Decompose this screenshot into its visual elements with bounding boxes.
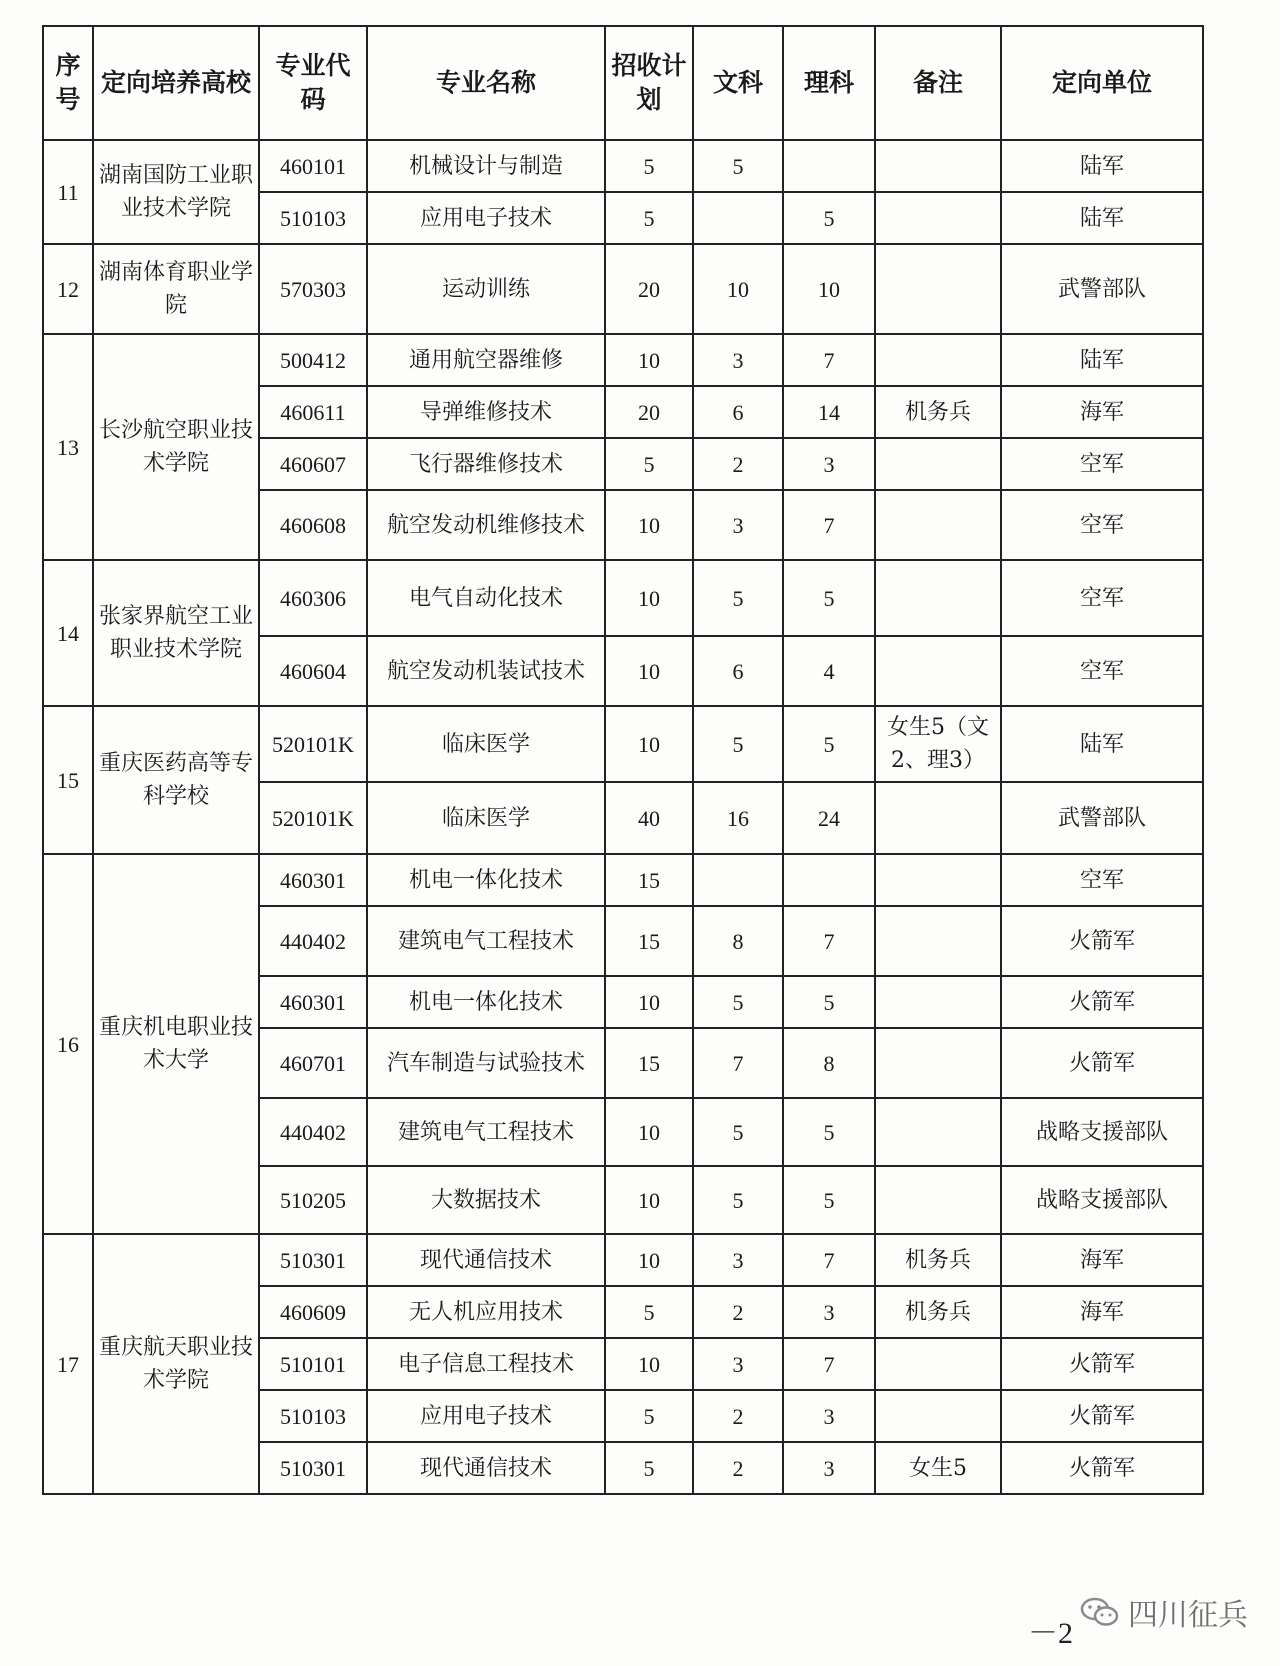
cell-seq: 12 <box>43 244 93 334</box>
cell-wenke: 5 <box>693 1098 783 1166</box>
cell-note <box>875 906 1001 976</box>
cell-wenke: 2 <box>693 1286 783 1338</box>
cell-school: 湖南国防工业职业技术学院 <box>93 140 259 244</box>
watermark-text: 四川征兵 <box>1128 1598 1248 1633</box>
cell-major: 电气自动化技术 <box>367 560 605 636</box>
cell-code: 520101K <box>259 782 367 854</box>
cell-code: 460101 <box>259 140 367 192</box>
cell-code: 510103 <box>259 192 367 244</box>
header-wenke: 文科 <box>693 26 783 140</box>
cell-like: 5 <box>783 192 875 244</box>
cell-like: 7 <box>783 906 875 976</box>
cell-plan: 20 <box>605 244 693 334</box>
cell-school: 湖南体育职业学院 <box>93 244 259 334</box>
cell-note <box>875 782 1001 854</box>
cell-plan: 10 <box>605 490 693 560</box>
cell-unit: 火箭军 <box>1001 1390 1203 1442</box>
cell-seq: 16 <box>43 854 93 1234</box>
cell-note <box>875 1390 1001 1442</box>
table-row <box>43 560 1203 636</box>
cell-like: 5 <box>783 706 875 782</box>
cell-like: 8 <box>783 1028 875 1098</box>
cell-unit: 陆军 <box>1001 140 1203 192</box>
cell-seq: 11 <box>43 140 93 244</box>
cell-unit: 武警部队 <box>1001 782 1203 854</box>
cell-plan: 10 <box>605 1166 693 1234</box>
header-unit: 定向单位 <box>1001 26 1203 140</box>
cell-major: 机械设计与制造 <box>367 140 605 192</box>
cell-major: 运动训练 <box>367 244 605 334</box>
cell-wenke: 5 <box>693 560 783 636</box>
cell-major: 大数据技术 <box>367 1166 605 1234</box>
cell-wenke: 5 <box>693 1166 783 1234</box>
cell-unit: 陆军 <box>1001 334 1203 386</box>
cell-wenke: 2 <box>693 1390 783 1442</box>
cell-note <box>875 140 1001 192</box>
cell-wenke: 6 <box>693 386 783 438</box>
cell-wenke: 8 <box>693 906 783 976</box>
cell-note <box>875 854 1001 906</box>
cell-wenke: 7 <box>693 1028 783 1098</box>
cell-code: 460301 <box>259 976 367 1028</box>
cell-wenke: 5 <box>693 976 783 1028</box>
cell-wenke: 6 <box>693 636 783 706</box>
cell-major: 现代通信技术 <box>367 1234 605 1286</box>
cell-like <box>783 140 875 192</box>
cell-unit: 陆军 <box>1001 192 1203 244</box>
cell-note <box>875 438 1001 490</box>
page-number: －2 <box>1028 1617 1073 1650</box>
cell-plan: 40 <box>605 782 693 854</box>
enrollment-table <box>42 25 1204 1495</box>
cell-note <box>875 334 1001 386</box>
cell-like: 10 <box>783 244 875 334</box>
cell-plan: 10 <box>605 560 693 636</box>
cell-plan: 5 <box>605 192 693 244</box>
cell-code: 520101K <box>259 706 367 782</box>
cell-school: 重庆机电职业技术大学 <box>93 854 259 1234</box>
cell-note <box>875 560 1001 636</box>
cell-plan: 10 <box>605 636 693 706</box>
cell-note <box>875 244 1001 334</box>
cell-seq: 17 <box>43 1234 93 1494</box>
cell-note: 机务兵 <box>875 1286 1001 1338</box>
cell-seq: 13 <box>43 334 93 560</box>
cell-school: 重庆航天职业技术学院 <box>93 1234 259 1494</box>
watermark <box>1080 1590 1248 1634</box>
cell-like: 3 <box>783 1390 875 1442</box>
cell-seq: 15 <box>43 706 93 854</box>
cell-plan: 15 <box>605 1028 693 1098</box>
cell-plan: 5 <box>605 1286 693 1338</box>
cell-major: 航空发动机维修技术 <box>367 490 605 560</box>
cell-unit: 海军 <box>1001 1286 1203 1338</box>
cell-code: 510103 <box>259 1390 367 1442</box>
wechat-icon <box>1080 1596 1120 1628</box>
cell-unit: 空军 <box>1001 636 1203 706</box>
table-row <box>43 244 1203 334</box>
cell-unit: 火箭军 <box>1001 1442 1203 1494</box>
cell-like: 24 <box>783 782 875 854</box>
cell-seq: 14 <box>43 560 93 706</box>
cell-plan: 5 <box>605 1390 693 1442</box>
cell-unit: 海军 <box>1001 1234 1203 1286</box>
cell-note: 女生5（文2、理3） <box>875 706 1001 782</box>
cell-unit: 火箭军 <box>1001 1338 1203 1390</box>
cell-code: 570303 <box>259 244 367 334</box>
cell-code: 460608 <box>259 490 367 560</box>
cell-major: 建筑电气工程技术 <box>367 1098 605 1166</box>
cell-code: 460611 <box>259 386 367 438</box>
cell-note: 女生5 <box>875 1442 1001 1494</box>
cell-code: 460607 <box>259 438 367 490</box>
cell-school: 重庆医药高等专科学校 <box>93 706 259 854</box>
cell-like: 14 <box>783 386 875 438</box>
cell-unit: 战略支援部队 <box>1001 1098 1203 1166</box>
cell-note <box>875 1166 1001 1234</box>
cell-note <box>875 192 1001 244</box>
cell-major: 临床医学 <box>367 706 605 782</box>
cell-major: 机电一体化技术 <box>367 976 605 1028</box>
cell-wenke: 16 <box>693 782 783 854</box>
cell-code: 500412 <box>259 334 367 386</box>
cell-unit: 空军 <box>1001 854 1203 906</box>
cell-wenke: 10 <box>693 244 783 334</box>
cell-major: 建筑电气工程技术 <box>367 906 605 976</box>
cell-code: 460301 <box>259 854 367 906</box>
header-seq: 序号 <box>43 26 93 140</box>
cell-like: 5 <box>783 1098 875 1166</box>
table-row <box>43 706 1203 782</box>
header-major: 专业名称 <box>367 26 605 140</box>
cell-unit: 空军 <box>1001 560 1203 636</box>
cell-code: 460306 <box>259 560 367 636</box>
cell-like: 7 <box>783 1338 875 1390</box>
cell-note <box>875 1028 1001 1098</box>
cell-code: 460609 <box>259 1286 367 1338</box>
cell-school: 长沙航空职业技术学院 <box>93 334 259 560</box>
cell-like: 4 <box>783 636 875 706</box>
cell-like: 7 <box>783 1234 875 1286</box>
cell-code: 510301 <box>259 1234 367 1286</box>
cell-like <box>783 854 875 906</box>
cell-plan: 10 <box>605 706 693 782</box>
cell-note: 机务兵 <box>875 386 1001 438</box>
cell-code: 460604 <box>259 636 367 706</box>
cell-plan: 5 <box>605 438 693 490</box>
cell-wenke: 3 <box>693 490 783 560</box>
cell-major: 现代通信技术 <box>367 1442 605 1494</box>
table-row <box>43 334 1203 386</box>
cell-note <box>875 976 1001 1028</box>
cell-school: 张家界航空工业职业技术学院 <box>93 560 259 706</box>
cell-major: 应用电子技术 <box>367 1390 605 1442</box>
cell-note <box>875 1098 1001 1166</box>
cell-plan: 10 <box>605 1234 693 1286</box>
cell-unit: 海军 <box>1001 386 1203 438</box>
cell-major: 飞行器维修技术 <box>367 438 605 490</box>
cell-wenke <box>693 192 783 244</box>
cell-like: 3 <box>783 1442 875 1494</box>
cell-wenke: 5 <box>693 140 783 192</box>
cell-wenke: 2 <box>693 1442 783 1494</box>
cell-code: 510101 <box>259 1338 367 1390</box>
cell-wenke: 3 <box>693 1338 783 1390</box>
cell-unit: 火箭军 <box>1001 906 1203 976</box>
cell-wenke: 3 <box>693 1234 783 1286</box>
cell-unit: 空军 <box>1001 438 1203 490</box>
cell-plan: 10 <box>605 976 693 1028</box>
header-school: 定向培养高校 <box>93 26 259 140</box>
cell-like: 5 <box>783 976 875 1028</box>
cell-unit: 战略支援部队 <box>1001 1166 1203 1234</box>
header-plan: 招收计划 <box>605 26 693 140</box>
cell-like: 3 <box>783 438 875 490</box>
cell-major: 应用电子技术 <box>367 192 605 244</box>
cell-plan: 10 <box>605 334 693 386</box>
cell-plan: 15 <box>605 854 693 906</box>
cell-note <box>875 636 1001 706</box>
cell-wenke: 3 <box>693 334 783 386</box>
cell-wenke: 5 <box>693 706 783 782</box>
cell-note: 机务兵 <box>875 1234 1001 1286</box>
table-body <box>43 140 1203 1494</box>
cell-code: 440402 <box>259 906 367 976</box>
cell-code: 460701 <box>259 1028 367 1098</box>
cell-wenke: 2 <box>693 438 783 490</box>
cell-plan: 15 <box>605 906 693 976</box>
cell-like: 5 <box>783 1166 875 1234</box>
cell-wenke <box>693 854 783 906</box>
cell-like: 7 <box>783 490 875 560</box>
cell-unit: 武警部队 <box>1001 244 1203 334</box>
cell-plan: 20 <box>605 386 693 438</box>
cell-like: 3 <box>783 1286 875 1338</box>
cell-major: 通用航空器维修 <box>367 334 605 386</box>
cell-unit: 火箭军 <box>1001 976 1203 1028</box>
cell-plan: 10 <box>605 1098 693 1166</box>
cell-major: 汽车制造与试验技术 <box>367 1028 605 1098</box>
cell-like: 5 <box>783 560 875 636</box>
cell-major: 航空发动机装试技术 <box>367 636 605 706</box>
cell-major: 无人机应用技术 <box>367 1286 605 1338</box>
cell-code: 510205 <box>259 1166 367 1234</box>
cell-plan: 5 <box>605 1442 693 1494</box>
header-note: 备注 <box>875 26 1001 140</box>
cell-major: 临床医学 <box>367 782 605 854</box>
table-row <box>43 1234 1203 1286</box>
cell-unit: 空军 <box>1001 490 1203 560</box>
table-row <box>43 854 1203 906</box>
cell-plan: 10 <box>605 1338 693 1390</box>
cell-plan: 5 <box>605 140 693 192</box>
table-row <box>43 140 1203 192</box>
cell-note <box>875 1338 1001 1390</box>
cell-code: 440402 <box>259 1098 367 1166</box>
header-like: 理科 <box>783 26 875 140</box>
cell-unit: 陆军 <box>1001 706 1203 782</box>
cell-unit: 火箭军 <box>1001 1028 1203 1098</box>
cell-major: 机电一体化技术 <box>367 854 605 906</box>
cell-like: 7 <box>783 334 875 386</box>
cell-major: 导弹维修技术 <box>367 386 605 438</box>
cell-major: 电子信息工程技术 <box>367 1338 605 1390</box>
cell-code: 510301 <box>259 1442 367 1494</box>
header-code: 专业代码 <box>259 26 367 140</box>
header-row <box>43 26 1203 140</box>
cell-note <box>875 490 1001 560</box>
